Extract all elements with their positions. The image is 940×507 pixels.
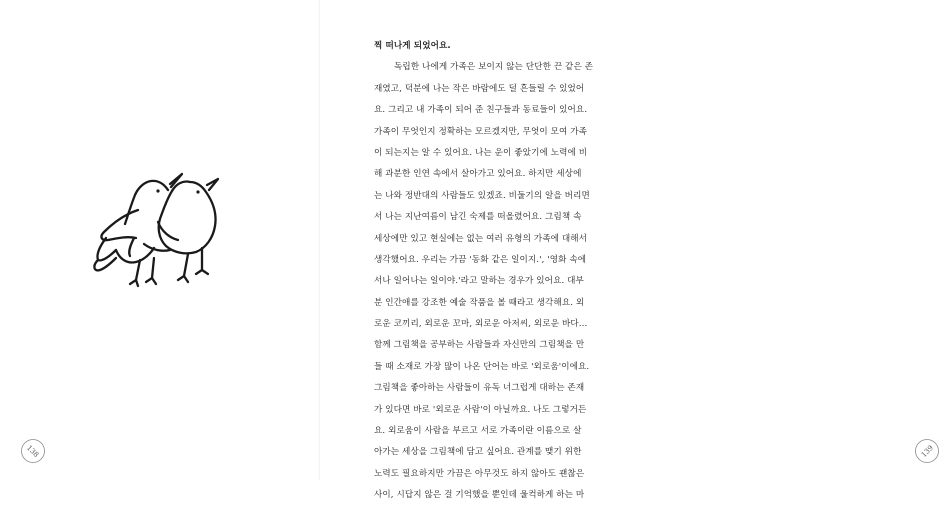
two-birds-illustration [78,162,248,292]
text-line: 가 있다면 바로 '외로운 사람'이 아닐까요. 나도 그렇거든 [374,404,587,415]
left-page [0,0,320,480]
left-folio-badge-icon [20,438,46,464]
text-line: 독립한 나에게 가족은 보이지 않는 단단한 끈 같은 존 [394,62,594,73]
text-line: 사이, 시답지 않은 걸 기억했을 뿐인데 울컥하게 하는 마 [374,490,585,501]
left-page-number [20,438,46,464]
text-line: 가족이 무엇인지 정확하는 모르겠지만, 무엇이 모여 가족 [374,126,588,137]
text-line: 분 인간애를 강조한 예술 작품을 볼 때라고 생각해요. 외 [374,297,585,308]
right-folio-badge-icon [914,438,940,464]
right-page-number-text: 139 [919,443,935,459]
text-line: 함께 그림책을 공부하는 사람들과 자신만의 그림책을 만 [374,340,585,351]
text-line: 생각했어요. 우리는 가끔 '동화 같은 일이지.', '영화 속에 [374,254,587,265]
left-page-number-text: 138 [25,443,41,459]
text-line: 이 되는지는 알 수 있어요. 나는 운이 좋았기에 노력에 비 [374,147,588,158]
text-line: 그림책을 좋아하는 사람들이 유독 너그럽게 대하는 존재 [374,383,585,394]
text-line: 해 과분한 인연 속에서 살아가고 있어요. 하지만 세상에 [374,169,582,180]
text-line: 들 때 소재로 가장 많이 나온 단어는 바로 '외로움'이에요. [374,361,590,372]
text-line: 요. 외로움이 사람을 부르고 서로 가족이란 이름으로 살 [374,426,582,437]
text-line: 재였고, 덕분에 나는 작은 바람에도 덜 흔들릴 수 있었어 [374,83,585,94]
text-line: 는 나와 정반대의 사람들도 있겠죠. 비둘기의 알을 버리면 [374,190,590,201]
text-line: 노력도 필요하지만 가끔은 아무것도 하지 않아도 괜찮은 [374,468,585,479]
right-page-body-text [374,36,608,507]
text-line: 로운 코끼리, 외로운 꼬마, 외로운 아저씨, 외로운 바다… [374,319,588,330]
right-page-number [914,438,940,464]
text-line: 아가는 세상을 그림책에 담고 싶어요. 관계를 맺기 위한 [374,447,582,458]
text-line: 세상에만 있고 현실에는 없는 여러 유형의 가족에 대해서 [374,233,588,244]
text-line: 찍 떠나게 되었어요. [374,41,451,51]
text-line: 서나 일어나는 일이야.'라고 말하는 경우가 있어요. 대부 [374,276,584,287]
text-line: 요. 그리고 내 가족이 되어 준 친구들과 동료들이 있어요. [374,105,588,116]
text-line: 서 나는 지난여름이 남긴 숙제를 떠올렸어요. 그림책 속 [374,212,582,223]
